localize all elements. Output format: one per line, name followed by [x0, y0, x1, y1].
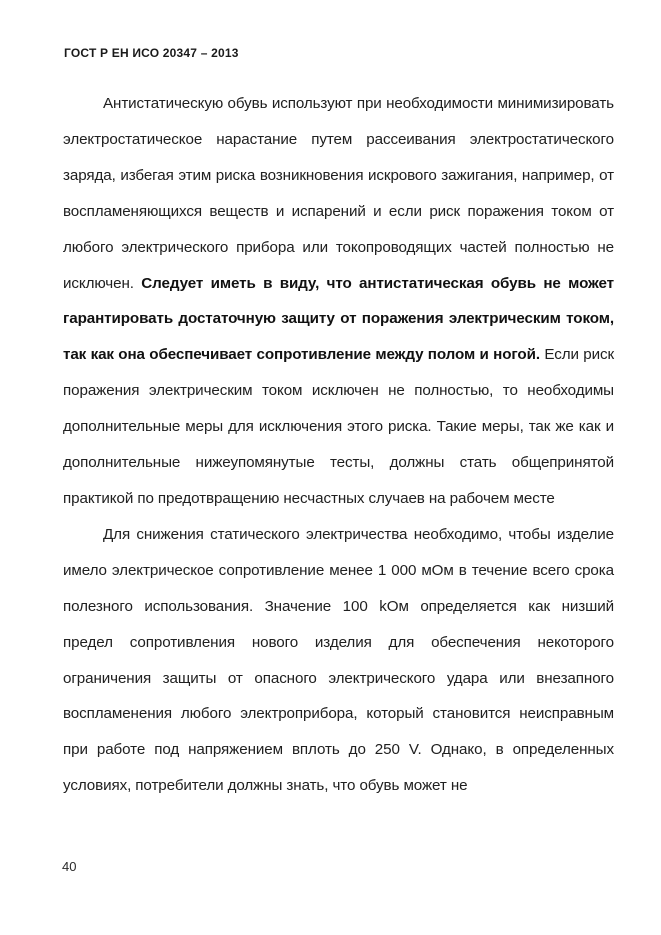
paragraph-antistatic-footwear [63, 86, 614, 517]
document-body [63, 86, 614, 804]
paragraph-2-text: Для снижения статического электричества необходимо, чтобы изделие имело электрическое сопротивление менее 1 000 мОм в течение всего срока полезного использования. Значение 100 kОм определяется как низший предел сопротивления нового изделия для обеспечения некоторого ограничения защиты от опасного электрического удара или внезапного воспламенения любого электроприбора, который становится неисправным при работе под напряжением вплоть до 250 V. Однако, в определенных условиях, потребители должны знать, что обувь может не [63, 525, 614, 795]
page-number: 40 [62, 859, 77, 874]
standard-header: ГОСТ Р ЕН ИСО 20347 – 2013 [64, 46, 239, 60]
paragraph-1-text-after: Если риск поражения электрическим током исключен не полностью, то необходимы дополнительные меры для исключения этого риска. Такие меры, так же как и дополнительные нижеупомянутые тесты, должны стать общепринятой практикой по предотвращению несчастных случаев на рабочем месте [63, 346, 614, 507]
paragraph-1-warning-bold: Следует иметь в виду, что антистатическая обувь не может гарантировать достаточную защиту от поражения электрическим током, так как она обеспечивает сопротивление между полом и ногой. [63, 274, 614, 364]
paragraph-static-reduction [63, 517, 614, 804]
paragraph-1-text-before: Антистатическую обувь используют при необходимости минимизировать электростатическое нарастание путем рассеивания электростатического заряда, избегая этим риска возникновения искрового зажигания, например, от воспламеняющихся веществ и испарений и если риск поражения током от любого электрического прибора или токопроводящих частей полностью не исключен. [63, 95, 614, 292]
